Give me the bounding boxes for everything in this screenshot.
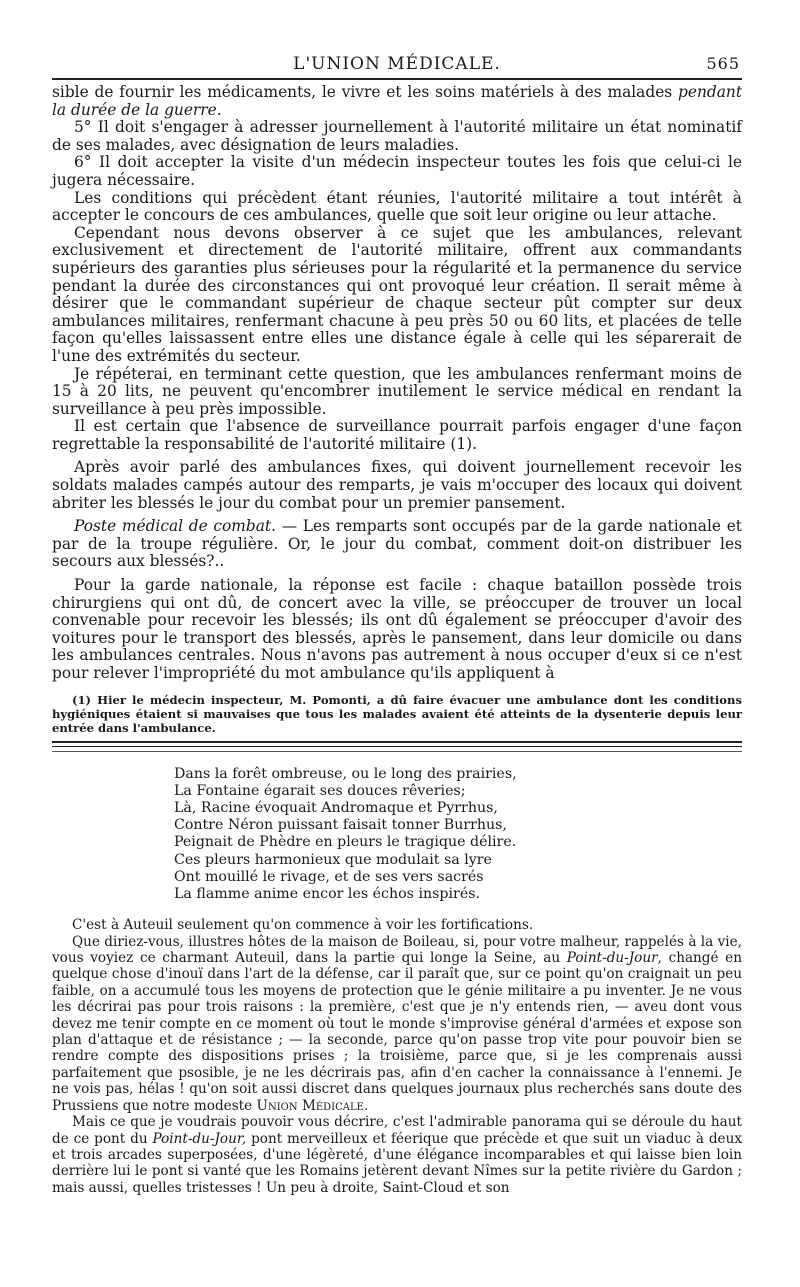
paragraph: Je répéterai, en terminant cette question, que les ambulances renfermant moins de 15 à 20 lits, ne peuvent qu'encombrer inutilement le service médical en rendant la surveillance à peu près impossible. xyxy=(52,364,742,418)
poem-line: Contre Néron puissant faisait tonner Burrhus, xyxy=(174,817,507,834)
page xyxy=(52,48,742,1196)
paragraph: Pour la garde nationale, la réponse est facile : chaque bataillon possède trois chirurgiens qui ont dû, de concert avec la ville, se préoccuper de trouver un local convenable pour recevoir les blessés; ils ont dû également se préoccuper d'avoir des voitures pour le transport des blessés, après le pansement, dans leur domicile ou dans les ambulances centrales. Nous n'avons pas autrement à nous occuper d'eux si ce n'est pour relever l'impropriété du mot ambulance qu'ils appliquent à xyxy=(52,576,742,682)
header-rule xyxy=(52,78,742,80)
poem-line: Ces pleurs harmonieux que modulait sa lyre xyxy=(174,851,492,868)
poem-line: Ont mouillé le rivage, et de ses vers sacrés xyxy=(174,868,484,885)
poem-line: La Fontaine égarait ses douces rêveries; xyxy=(174,782,466,799)
page-number: 565 xyxy=(706,54,740,73)
paragraph: Mais ce que je voudrais pouvoir vous décrire, c'est l'admirable panorama qui se déroule du haut de ce pont du Point-du-Jour, pont merveilleux et féerique que précède et que suit un viaduc à deux et trois arcades superposées, d'une légèreté, d'une élégance incomparables et qui laisse bien loin derrière lui le pont si vanté que les Romains jetèrent devant Nîmes sur la petite rivière du Gardon ; mais aussi, quelles tristesses ! Un peu à droite, Saint-Cloud et son xyxy=(52,1114,743,1196)
poem-line: Là, Racine évoquait Andromaque et Pyrrhus, xyxy=(174,800,498,816)
poem xyxy=(174,766,742,904)
section-divider xyxy=(52,741,742,747)
feuilleton-text xyxy=(52,917,742,1196)
poem-line: Peignait de Phèdre en pleurs le tragique délire. xyxy=(174,834,517,851)
section-divider-thin xyxy=(52,751,742,752)
main-text xyxy=(52,84,742,683)
paragraph: Cependant nous devons observer à ce sujet que les ambulances, relevant exclusivement et directement de l'autorité militaire, offrent aux commandants supérieurs des garanties plus sérieuses pour la régularité et la permanence du service pendant la durée des circonstances qui ont provoqué leur création. Il serait même à désirer que le commandant supérieur de chaque secteur pût compter sur deux ambulances militaires, renfermant chacune à peu près 50 ou 60 lits, et placées de telle façon qu'elles laissassent entre elles une distance égale à celle qui les séparerait de l'une des extrémités du secteur. xyxy=(52,223,742,365)
paragraph: Les conditions qui précèdent étant réunies, l'autorité militaire a tout intérêt à accepter le concours de ces ambulances, quelle que soit leur origine ou leur attache. xyxy=(52,188,742,225)
running-header xyxy=(52,48,742,78)
journal-title: L'UNION MÉDICALE. xyxy=(293,54,501,74)
paragraph: sible de fournir les médicaments, le vivre et les soins matériels à des malades pendant la durée de la guerre. xyxy=(52,83,742,119)
paragraph: Après avoir parlé des ambulances fixes, qui doivent journellement recevoir les soldats malades campés autour des remparts, je vais m'occuper des locaux qui doivent abriter les blessés le jour du combat pour un premier pansement. xyxy=(52,458,742,512)
paragraph: C'est à Auteuil seulement qu'on commence à voir les fortifications. xyxy=(72,917,534,934)
paragraph: Il est certain que l'absence de surveillance pourrait parfois engager d'une façon regrettable la responsabilité de l'autorité militaire (1). xyxy=(52,417,742,453)
footnote: (1) Hier le médecin inspecteur, M. Pomonti, a dû faire évacuer une ambulance dont les conditions hygiéniques étaient si mauvaises que tous les malades avaient été atteints de la dysenterie depuis leur entrée dans l'ambulance. xyxy=(52,692,742,735)
paragraph: Que diriez-vous, illustres hôtes de la maison de Boileau, si, pour votre malheur, rappelés à la vie, vous voyiez ce charmant Auteuil, dans la partie qui longe la Seine, au Point-du-Jour, changé en quelque chose d'inouï dans l'art de la défense, car il paraît que, sur ce point qu'on craignait un peu faible, on a accumulé tous les moyens de protection que le génie militaire a pu inventer. Je ne vous les décrirai pas pour trois raisons : la première, c'est que je n'y entends rien, — aveu dont vous devez me tenir compte en ce moment où tout le monde s'improvise général d'armées et expose son plan d'attaque et de résistance ; — la seconde, parce qu'on passe trop vite pour pouvoir bien se rendre compte des dispositions prises ; la troisième, parce que, si je les comprenais aussi parfaitement que psosible, je ne les décrirais pas, afin d'en cacher la connaissance à l'ennemi. Je ne vois pas, hélas ! qu'on soit aussi discret dans quelques journaux plus recherchés sans doute des Prussiens que notre modeste Union Médicale. xyxy=(52,933,742,1114)
paragraph: 6° Il doit accepter la visite d'un médecin inspecteur toutes les fois que celui-ci le jugera nécessaire. xyxy=(52,153,742,189)
poem-line: Dans la forêt ombreuse, ou le long des prairies, xyxy=(174,765,517,782)
poem-line: La flamme anime encor les échos inspirés. xyxy=(174,886,481,903)
paragraph: 5° Il doit s'engager à adresser journellement à l'autorité militaire un état nominatif de ses malades, avec désignation de leurs maladies. xyxy=(52,118,742,154)
paragraph: Poste médical de combat. — Les remparts sont occupés par de la garde nationale et par de la troupe régulière. Or, le jour du combat, comment doit-on distribuer les secours aux blessés?.. xyxy=(52,517,742,571)
